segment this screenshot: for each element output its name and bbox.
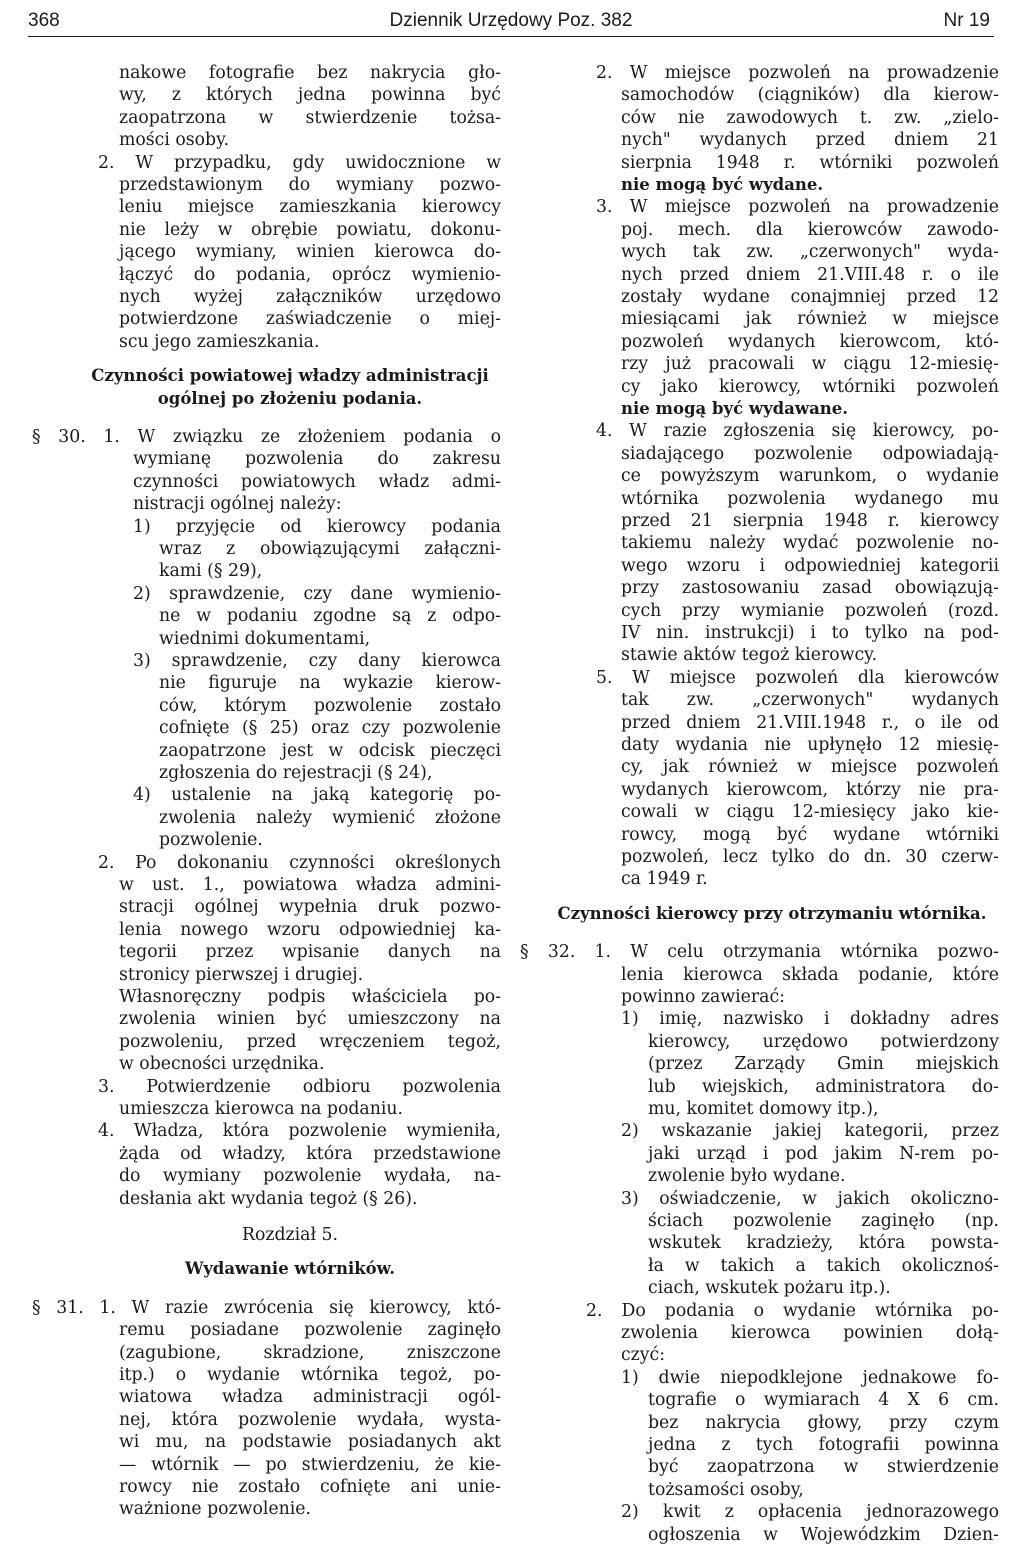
- text-line: 2. Po dokonaniu czynności określonych: [98, 853, 501, 873]
- text-line: — wtórnik — po stwierdzeniu, że kie-: [119, 1455, 501, 1475]
- text-line: w ust. 1., powiatowa władza admini-: [119, 875, 501, 895]
- text-line: kami (§ 29),: [159, 561, 263, 581]
- text-line: tak zw. „czerwonych" wydanych: [621, 690, 999, 710]
- text-line: desłania akt wydania tegoż (§ 26).: [119, 1189, 418, 1209]
- text-line: cofnięte (§ 25) oraz czy pozwolenie: [159, 718, 501, 738]
- text-line: umieszcza kierowca na podaniu.: [119, 1099, 404, 1119]
- list-item: 1) imię, nazwisko i dokładny adres: [621, 1009, 999, 1029]
- issue-number: Nr 19: [943, 10, 990, 31]
- text-line: jedna z tych fotografii powinna: [648, 1435, 999, 1455]
- text-line: ne w podaniu zgodne są z odpo-: [159, 606, 501, 626]
- list-item: 3) sprawdzenie, czy dany kierowca: [133, 651, 501, 671]
- text-line: zaopatrzona w stwierdzenie tożsa-: [119, 108, 501, 128]
- text-line: ców nie zawodowych t. zw. „zielo-: [621, 108, 999, 128]
- text-line: takiemu należy wydać pozwolenie no-: [621, 533, 999, 553]
- paragraph-30-start: § 30. 1. W związku ze złożeniem podania o: [32, 427, 501, 447]
- text-line: ogłoszenia w Wojewódzkim Dzien-: [648, 1525, 999, 1545]
- text-line: stracji ogólnej wypełnia druk pozwo-: [119, 897, 501, 917]
- list-item: 1) dwie niepodklejone jednakowe fo-: [621, 1368, 999, 1388]
- text-line: tożsamości osoby,: [648, 1480, 804, 1500]
- text-line: nych wyżej załączników urzędowo: [119, 287, 501, 307]
- list-item: 1) przyjęcie od kierowcy podania: [133, 517, 501, 537]
- text-line: daty wydania nie upłynęło 12 miesię-: [621, 735, 999, 755]
- text-line: tografie o wymiarach 4 X 6 cm.: [648, 1390, 999, 1410]
- text-line: lenia nowego wzoru odpowiedniej ka-: [119, 920, 501, 940]
- text-line: siadającego pozwolenie odpowiadają-: [621, 444, 999, 464]
- text-line: zwolenia winien być umieszczony na: [119, 1009, 501, 1029]
- section-heading: Czynności kierowcy przy otrzymaniu wtórnika.: [557, 904, 987, 923]
- text-line: zgłoszenia do rejestracji (§ 24),: [159, 763, 433, 783]
- text-line: (zagubione, skradzione, zniszczone: [119, 1343, 501, 1363]
- text-line: nistracji ogólnej należy:: [133, 494, 342, 514]
- text-line: nie mogą być wydawane.: [621, 399, 849, 418]
- text-line: ściach pozwolenie zaginęło (np.: [648, 1211, 999, 1231]
- text-line: wi mu, na podstawie posiadanych akt: [119, 1432, 501, 1452]
- text-line: pozwolenie.: [159, 830, 263, 850]
- text-line: ców, którym pozwolenie zostało: [159, 696, 501, 716]
- text-line: nie figuruje na wykazie kierow-: [159, 673, 501, 693]
- text-line: wraz z obowiązującymi załączni-: [159, 539, 501, 559]
- text-line: przed 21 sierpnia 1948 r. kierowcy: [621, 511, 999, 531]
- page-number: 368: [28, 10, 60, 31]
- text-line: 2. W przypadku, gdy uwidocznione w: [98, 153, 501, 173]
- text-line: nej, która pozwolenie wydała, wysta-: [119, 1410, 501, 1430]
- text-line: czynności powiatowych władz admi-: [133, 472, 501, 492]
- list-item: 3) oświadczenie, w jakich okoliczno-: [621, 1189, 999, 1209]
- text-line: nych" wydanych przed dniem 21: [621, 130, 999, 150]
- text-line: nie mogą być wydane.: [621, 175, 824, 194]
- text-line: przed dniem 21.VIII.1948 r., o ile od: [621, 713, 999, 733]
- text-line: wego wzoru i odpowiedniej kategorii: [621, 556, 999, 576]
- text-line: jącego wymiany, winien kierowca do-: [119, 242, 501, 262]
- text-line: kierowcy, urzędowo potwierdzony: [648, 1032, 999, 1052]
- list-item: 2) sprawdzenie, czy dane wymienio-: [133, 584, 501, 604]
- text-line: powinno zawierać:: [621, 987, 785, 1007]
- section-heading: ogólnej po złożeniu podania.: [157, 389, 423, 408]
- text-line: pozwoleniu, przed wręczeniem tegoż,: [119, 1032, 501, 1052]
- text-line: wymianę pozwolenia do zakresu: [133, 449, 501, 469]
- text-line: przy zastosowaniu zasad obowiązują-: [621, 578, 999, 598]
- text-line: wy, z których jedna powinna być: [119, 85, 501, 105]
- list-item: 2) wskazanie jakiej kategorii, przez: [621, 1121, 999, 1141]
- text-line: Własnoręczny podpis właściciela po-: [119, 987, 501, 1007]
- text-line: remu posiadane pozwolenie zaginęło: [119, 1320, 501, 1340]
- list-item: 4) ustalenie na jaką kategorię po-: [133, 785, 501, 805]
- text-line: poj. mech. dla kierowców zawodo-: [621, 220, 999, 240]
- text-line: ciach, wskutek pożaru itp.).: [648, 1278, 891, 1298]
- text-line: wiednimi dokumentami,: [159, 629, 371, 649]
- text-line: IV nin. instrukcji) i to tylko na pod-: [621, 623, 999, 643]
- text-line: stawie aktów tegoż kierowcy.: [621, 645, 878, 665]
- text-line: stronicy pierwszej i drugiej.: [119, 965, 364, 985]
- text-line: przedstawionym do wymiany pozwo-: [119, 175, 501, 195]
- text-line: samochodów (ciągników) dla kierow-: [621, 85, 999, 105]
- text-line: 4. Władza, która pozwolenie wymieniła,: [98, 1121, 501, 1141]
- text-line: lub wiejskich, administratora do-: [648, 1077, 999, 1097]
- text-line: łączyć do podania, oprócz wymienio-: [119, 265, 501, 285]
- text-line: ca 1949 r.: [621, 869, 708, 889]
- chapter-title: Wydawanie wtórników.: [185, 1259, 395, 1278]
- text-line: czyć:: [621, 1345, 666, 1365]
- text-line: w obecności urzędnika.: [119, 1054, 325, 1074]
- text-line: wydanych kierowcom, którzy nie pra-: [621, 780, 999, 800]
- text-line: cych przy wymianie pozwoleń (rozd.: [621, 601, 999, 621]
- text-line: rowcy nie zostało cofnięte ani unie-: [119, 1477, 501, 1497]
- text-line: rzy już pracowali w ciągu 12-miesię-: [621, 354, 999, 374]
- text-line: 2. Do podania o wydanie wtórnika po-: [586, 1301, 999, 1321]
- text-line: nie leży w obrębie powiatu, dokonu-: [119, 220, 501, 240]
- text-line: ważnione pozwolenie.: [119, 1499, 312, 1519]
- list-item: 2) kwit z opłacenia jednorazowego: [621, 1502, 999, 1522]
- text-line: zwolenie było wydane.: [648, 1166, 846, 1186]
- text-line: tegorii przez wpisanie danych na: [119, 942, 501, 962]
- text-line: lenia kierowca składa podanie, które: [621, 965, 999, 985]
- text-line: do wymiany pozwolenie wydała, na-: [119, 1166, 501, 1186]
- chapter-number: Rozdział 5.: [241, 1225, 339, 1245]
- text-line: mu, komitet domowy itp.),: [648, 1099, 879, 1119]
- running-header: [28, 6, 994, 37]
- text-line: ła w takich a takich okolicznoś-: [648, 1256, 999, 1276]
- text-line: leniu miejsce zamieszkania kierowcy: [119, 197, 501, 217]
- text-line: 4. W razie zgłoszenia się kierowcy, po-: [596, 421, 999, 441]
- text-line: cowali w ciągu 12-miesięcy jako kie-: [621, 802, 999, 822]
- text-line: wtórnika pozwolenia wydanego mu: [621, 489, 999, 509]
- text-line: 3. W miejsce pozwoleń na prowadzenie: [596, 197, 999, 217]
- text-line: mości osoby.: [119, 130, 230, 150]
- text-line: nakowe fotografie bez nakrycia gło-: [119, 63, 501, 83]
- text-line: zostały wydane conajmniej przed 12: [621, 287, 999, 307]
- text-line: scu jego zamieszkania.: [119, 332, 320, 352]
- text-line: wych tak zw. „czerwonych" wyda-: [621, 242, 999, 262]
- text-line: (przez Zarządy Gmin miejskich: [648, 1054, 999, 1074]
- text-line: zwolenia kierowca powinien dołą-: [621, 1323, 999, 1343]
- text-line: ce powyższym warunkom, o wydanie: [621, 466, 999, 486]
- text-line: cy, jak również w miejsce pozwoleń: [621, 757, 999, 777]
- journal-title: Dziennik Urzędowy Poz. 382: [389, 10, 633, 31]
- text-line: nych przed dniem 21.VIII.48 r. o ile: [621, 265, 999, 285]
- text-line: itp.) o wydanie wtórnika tegoż, po-: [119, 1365, 501, 1385]
- text-line: sierpnia 1948 r. wtórniki pozwoleń: [621, 153, 999, 173]
- text-line: jaki urząd i pod jakim N-rem po-: [648, 1144, 999, 1164]
- text-line: miesiącami jak również w miejsce: [621, 309, 999, 329]
- text-line: 2. W miejsce pozwoleń na prowadzenie: [596, 63, 999, 83]
- text-line: być zaopatrzona w stwierdzenie: [648, 1457, 999, 1477]
- paragraph-32-start: § 32. 1. W celu otrzymania wtórnika pozwo-: [520, 942, 999, 962]
- text-line: pozwoleń wydanych kierowcom, któ-: [621, 332, 999, 352]
- text-line: rowcy, mogą być wydane wtórniki: [621, 825, 999, 845]
- text-line: bez nakrycia głowy, przy czym: [648, 1413, 999, 1433]
- text-line: 3. Potwierdzenie odbioru pozwolenia: [98, 1077, 501, 1097]
- text-line: pozwoleń, lecz tylko do dn. 30 czerw-: [621, 847, 999, 867]
- text-line: wskutek kradzieży, która powsta-: [648, 1233, 999, 1253]
- text-line: żąda od władzy, która przedstawione: [119, 1144, 501, 1164]
- text-line: 5. W miejsce pozwoleń dla kierowców: [596, 668, 999, 688]
- text-line: cy jako kierowcy, wtórniki pozwoleń: [621, 377, 999, 397]
- text-line: wiatowa władza administracji ogól-: [119, 1387, 501, 1407]
- text-line: zwolenia należy wymienić złożone: [159, 808, 501, 828]
- text-line: zaopatrzone jest w odcisk pieczęci: [159, 741, 501, 761]
- text-line: potwierdzone zaświadczenie o miej-: [119, 309, 501, 329]
- section-heading: Czynności powiatowej władzy administracji: [91, 366, 489, 385]
- paragraph-31-start: § 31. 1. W razie zwrócenia się kierowcy, któ-: [32, 1298, 501, 1318]
